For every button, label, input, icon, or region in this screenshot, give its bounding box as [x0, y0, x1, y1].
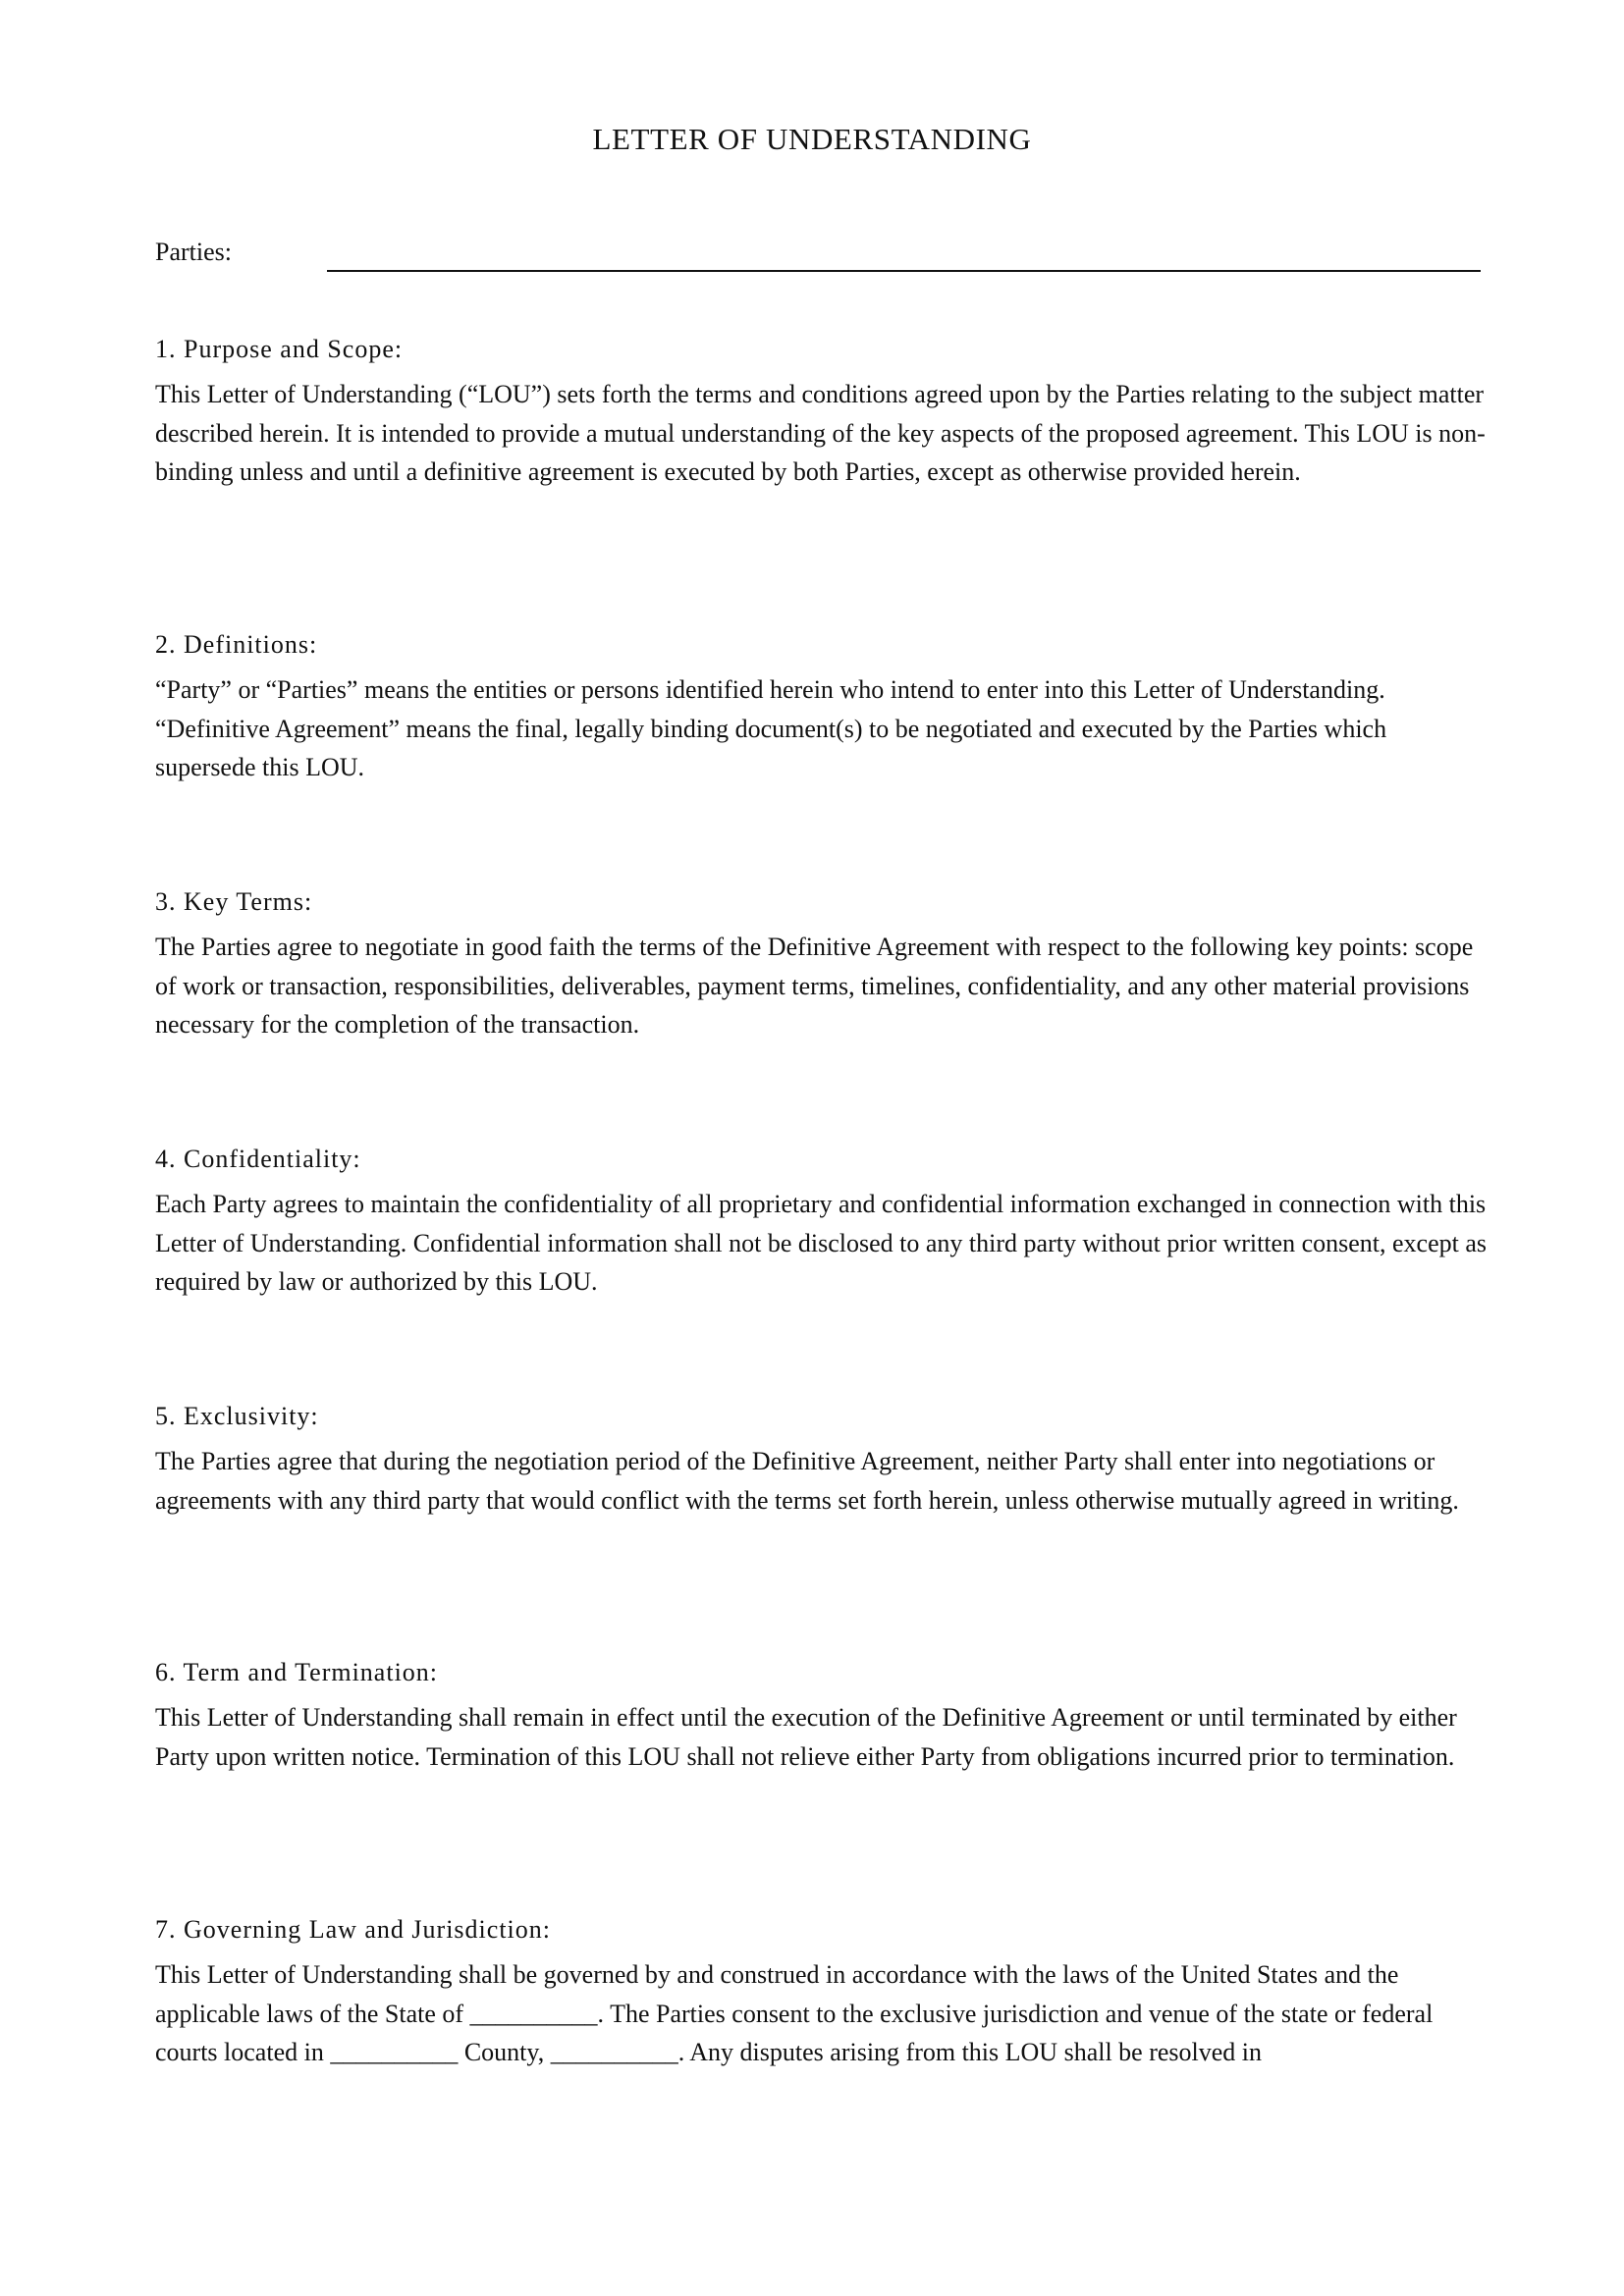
- parties-row: [155, 238, 1481, 277]
- section-body: The Parties agree to negotiate in good faith the terms of the Definitive Agreement with respect to the following key points: scope of work or transaction, responsibilities, deliverables, payment terms, timelines, confidentiality, and any other material provisions necessary for the completion of the transaction.: [155, 933, 1474, 1039]
- section-heading: 6. Term and Termination:: [155, 1658, 439, 1686]
- section-body: This Letter of Understanding shall be governed by and construed in accordance with the laws of the United States and the applicable laws of the State of __________. The Parties consent to the exclusive jurisdiction and venue of the state or federal courts located in __________ County, __________. Any disputes arising from this LOU shall be resolved in: [155, 1960, 1434, 2066]
- parties-label: Parties:: [155, 238, 232, 266]
- section-key-terms: [155, 886, 1490, 1044]
- section-body: This Letter of Understanding (“LOU”) sets forth the terms and conditions agreed upon by the Parties relating to the subject matter described herein. It is intended to provide a mutual understanding of the key aspects of the proposed agreement. This LOU is non-binding unless and until a definitive agreement is executed by both Parties, except as otherwise provided herein.: [155, 380, 1486, 486]
- section-exclusivity: [155, 1401, 1490, 1520]
- section-heading: 4. Confidentiality:: [155, 1145, 361, 1173]
- section-purpose-and-scope: [155, 334, 1490, 492]
- parties-signature-line: [327, 270, 1481, 272]
- section-heading: 5. Exclusivity:: [155, 1402, 319, 1430]
- section-governing-law: [155, 1914, 1490, 2072]
- section-heading: 3. Key Terms:: [155, 887, 313, 916]
- section-term-and-termination: [155, 1657, 1490, 1776]
- section-body: Each Party agrees to maintain the confidentiality of all proprietary and confidential information exchanged in connection with this Letter of Understanding. Confidential information shall not be disclosed to any third party without prior written consent, except as required by law or authorized by this LOU.: [155, 1190, 1488, 1296]
- section-body: This Letter of Understanding shall remain in effect until the execution of the Definitive Agreement or until terminated by either Party upon written notice. Termination of this LOU shall not relieve either Party from obligations incurred prior to termination.: [155, 1703, 1457, 1771]
- section-confidentiality: [155, 1144, 1490, 1302]
- document-title: LETTER OF UNDERSTANDING: [592, 122, 1032, 156]
- section-body: “Party” or “Parties” means the entities or persons identified herein who intend to enter into this Letter of Understanding. “Definitive Agreement” means the final, legally binding document(s) to be negotiated and executed by the Parties which supersede this LOU.: [155, 675, 1387, 781]
- section-definitions: [155, 629, 1490, 787]
- section-heading: 7. Governing Law and Jurisdiction:: [155, 1915, 551, 1944]
- section-heading: 1. Purpose and Scope:: [155, 335, 404, 363]
- section-body: The Parties agree that during the negotiation period of the Definitive Agreement, neither Party shall enter into negotiations or agreements with any third party that would conflict with the terms set forth herein, unless otherwise mutually agreed in writing.: [155, 1447, 1459, 1515]
- section-heading: 2. Definitions:: [155, 630, 318, 659]
